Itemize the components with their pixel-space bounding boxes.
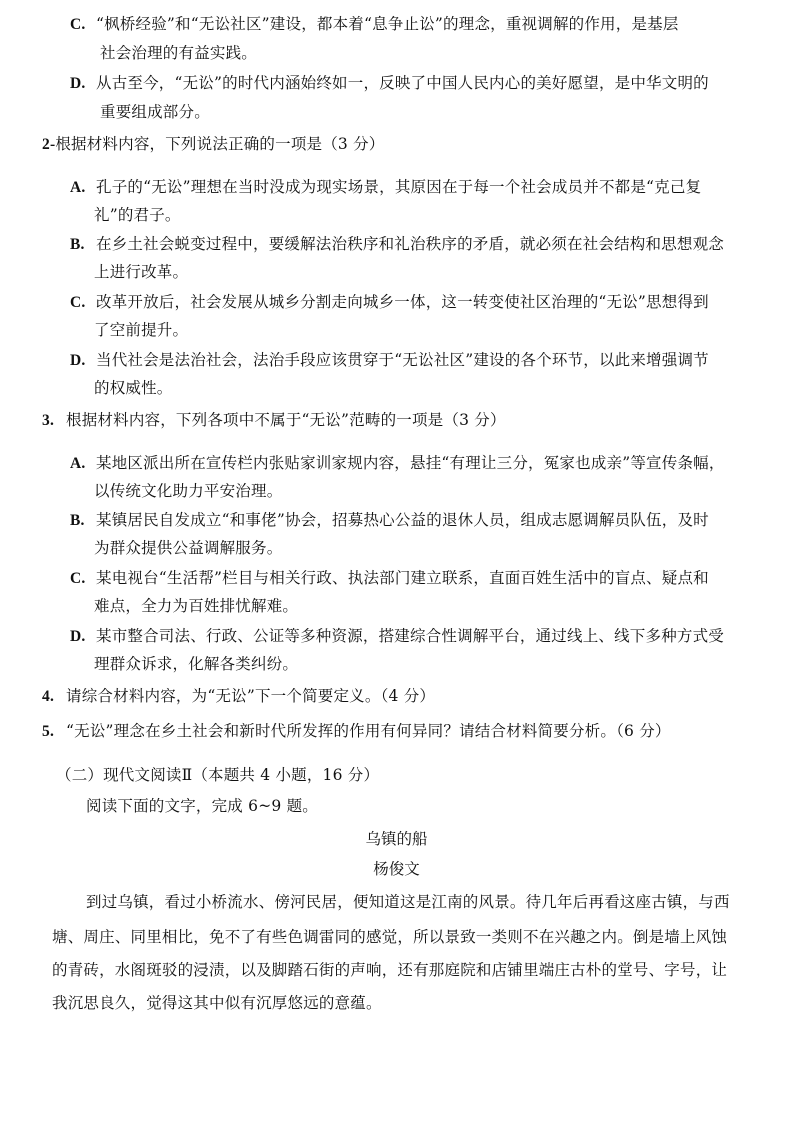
- option-text: 某市整合司法、行政、公证等多种资源，搭建综合性调解平台，通过线上、线下多种方式受: [96, 627, 725, 645]
- q1-option-d: [70, 73, 709, 94]
- option-text: 改革开放后，社会发展从城乡分割走向城乡一体，这一转变使社区治理的“无讼”思想得到: [96, 293, 709, 311]
- q2-option-d-cont: [94, 378, 173, 398]
- option-letter: D.: [70, 628, 86, 645]
- q1-option-d-cont: [100, 102, 210, 122]
- question-number: 5.: [42, 723, 55, 740]
- option-letter: C.: [70, 294, 86, 311]
- section-heading: [56, 765, 379, 785]
- option-letter: D.: [70, 75, 86, 92]
- q2-stem: [42, 134, 385, 155]
- q2-option-c: [70, 292, 709, 313]
- option-letter: B.: [70, 236, 85, 253]
- paragraph-line: 我沉思良久，觉得这其中似有沉厚悠远的意蕴。: [52, 994, 382, 1012]
- q2-option-a: [70, 177, 701, 198]
- q2-option-b: [70, 234, 724, 255]
- q3-option-a: [70, 453, 725, 474]
- question-text: 根据材料内容，下列说法正确的一项是（3 分）: [55, 135, 385, 153]
- option-text: 当代社会是法治社会，法治手段应该贯穿于“无讼社区”建设的各个环节，以此来增强调节: [96, 351, 709, 369]
- q2-option-b-cont: [94, 262, 188, 282]
- option-text: 为群众提供公益调解服务。: [94, 539, 283, 557]
- option-text: 以传统文化助力平安治理。: [94, 482, 283, 500]
- q3-option-d: [70, 626, 724, 647]
- q3-option-c: [70, 568, 709, 589]
- option-letter: D.: [70, 352, 86, 369]
- option-text: 了空前提升。: [94, 321, 189, 339]
- question-text: 请综合材料内容，为“无讼”下一个简要定义。（4 分）: [66, 687, 436, 705]
- section-heading-text: （二）现代文阅读Ⅱ（本题共 4 小题，16 分）: [56, 766, 380, 784]
- option-text: 的权威性。: [94, 379, 173, 397]
- article-title: 乌镇的船: [365, 830, 428, 848]
- option-text: 礼”的君子。: [94, 206, 181, 224]
- section-instruction: [86, 796, 318, 816]
- option-letter: A.: [70, 179, 86, 196]
- question-number: 3.: [42, 412, 55, 429]
- q3-stem: [42, 410, 506, 431]
- option-text: 理群众诉求，化解各类纠纷。: [94, 655, 299, 673]
- q3-option-a-cont: [94, 481, 282, 501]
- q5-stem: [42, 721, 671, 742]
- q2-option-a-cont: [94, 205, 181, 225]
- option-text: 在乡土社会蜕变过程中，要缓解法治秩序和礼治秩序的矛盾，就必须在社会结构和思想观念: [96, 235, 725, 253]
- q4-stem: [42, 686, 435, 707]
- paragraph-line: 塘、周庄、同里相比，免不了有些色调雷同的感觉，所以景致一类则不在兴趣之内。倒是墙上风蚀: [52, 928, 728, 946]
- option-text: “枫桥经验”和“无讼社区”建设，都本着“息争止讼”的理念，重视调解的作用，是基层: [96, 15, 679, 33]
- option-letter: C.: [70, 16, 86, 33]
- option-text: 难点，全力为百姓排忧解难。: [94, 597, 299, 615]
- paragraph-line: 的青砖，水阁斑驳的浸渍，以及脚踏石街的声响，还有那庭院和店铺里端庄古朴的堂号、字号，让: [52, 961, 728, 979]
- option-text: 社会治理的有益实践。: [100, 44, 258, 62]
- question-number: 2-: [42, 136, 56, 153]
- option-text: 某镇居民自发成立“和事佬”协会，招募热心公益的退休人员，组成志愿调解员队伍，及时: [96, 511, 709, 529]
- question-text: 根据材料内容，下列各项中不属于“无讼”范畴的一项是（3 分）: [66, 411, 506, 429]
- paragraph-line: 到过乌镇，看过小桥流水、傍河民居，便知道这是江南的风景。待几年后再看这座古镇，与西: [86, 893, 730, 911]
- option-text: 从古至今，“无讼”的时代内涵始终如一，反映了中国人民内心的美好愿望，是中华文明的: [96, 74, 709, 92]
- option-letter: A.: [70, 455, 86, 472]
- option-text: 上进行改革。: [94, 263, 189, 281]
- question-number: 4.: [42, 688, 55, 705]
- option-text: 某电视台“生活帮”栏目与相关行政、执法部门建立联系，直面百姓生活中的盲点、疑点和: [96, 569, 709, 587]
- instruction-text: 阅读下面的文字，完成 6~9 题。: [86, 797, 318, 815]
- option-text: 重要组成部分。: [100, 103, 210, 121]
- q3-option-d-cont: [94, 654, 298, 674]
- option-letter: B.: [70, 512, 85, 529]
- option-letter: C.: [70, 570, 86, 587]
- article-author: 杨俊文: [373, 860, 420, 878]
- q1-option-c-cont: [100, 43, 257, 63]
- q3-option-b-cont: [94, 538, 282, 558]
- q3-option-b: [70, 510, 709, 531]
- question-text: “无讼”理念在乡土社会和新时代所发挥的作用有何异同？请结合材料简要分析。（6 分）: [66, 722, 671, 740]
- q2-option-c-cont: [94, 320, 188, 340]
- option-text: 孔子的“无讼”理想在当时没成为现实场景，其原因在于每一个社会成员并不都是“克己复: [96, 178, 702, 196]
- q3-option-c-cont: [94, 596, 298, 616]
- q2-option-d: [70, 350, 709, 371]
- q1-option-c: [70, 14, 679, 35]
- option-text: 某地区派出所在宣传栏内张贴家训家规内容，悬挂“有理让三分，冤家也成亲”等宣传条幅，: [96, 454, 725, 472]
